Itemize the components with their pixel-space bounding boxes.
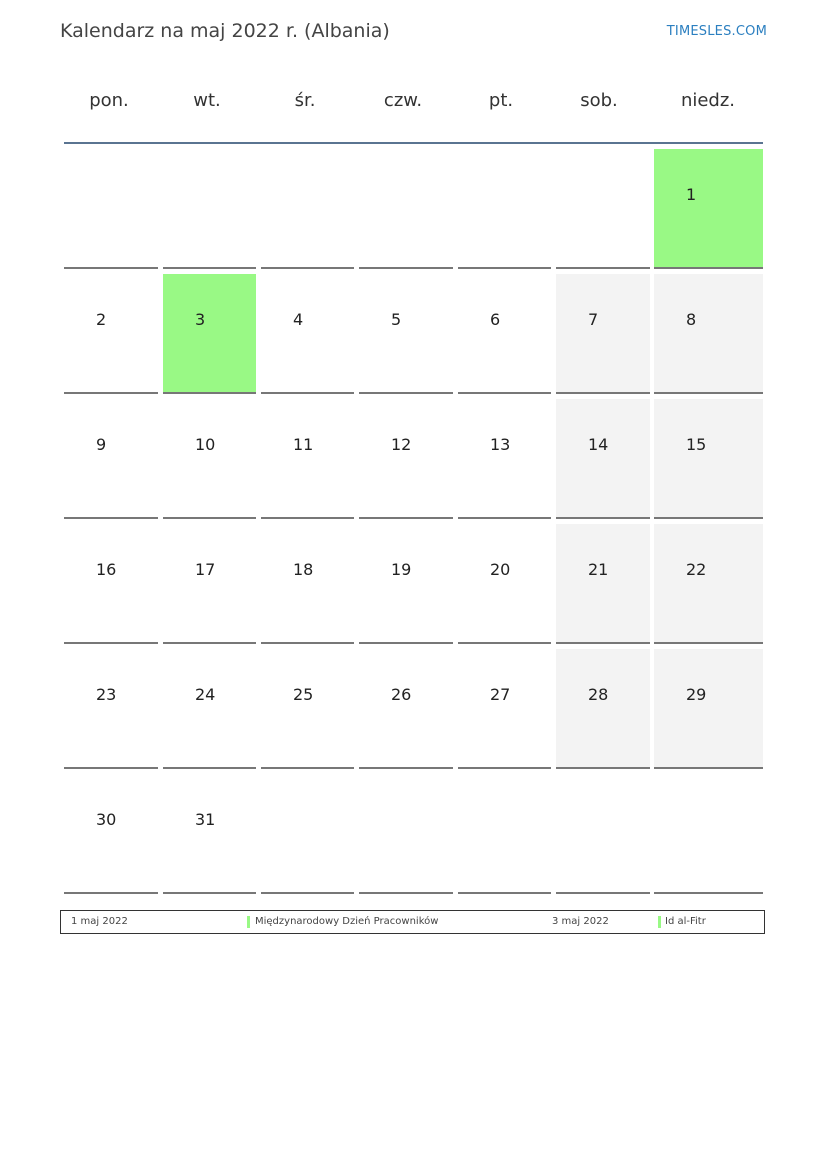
weekday-label: śr. xyxy=(294,90,316,111)
day-number: 31 xyxy=(195,810,216,829)
day-cell xyxy=(163,274,256,394)
day-cell xyxy=(556,399,650,519)
day-number: 16 xyxy=(96,560,117,579)
page-title: Kalendarz na maj 2022 r. (Albania) xyxy=(60,20,390,42)
header-divider xyxy=(64,142,763,144)
day-number: 8 xyxy=(686,310,697,329)
day-number: 19 xyxy=(391,560,412,579)
day-cell xyxy=(654,149,763,269)
empty-day-cell xyxy=(261,774,354,894)
weekday-label: pon. xyxy=(89,90,129,111)
day-number: 28 xyxy=(588,685,609,704)
day-cell xyxy=(64,399,158,519)
day-cell xyxy=(654,524,763,644)
legend-date: 1 maj 2022 xyxy=(71,916,128,927)
day-cell xyxy=(556,649,650,769)
day-cell xyxy=(654,399,763,519)
day-number: 7 xyxy=(588,310,599,329)
day-number: 26 xyxy=(391,685,412,704)
day-number: 15 xyxy=(686,435,707,454)
weekday-label: czw. xyxy=(383,90,423,111)
day-number: 29 xyxy=(686,685,707,704)
day-number: 5 xyxy=(391,310,402,329)
empty-day-cell xyxy=(359,149,453,269)
legend-holiday-name: Id al-Fitr xyxy=(665,916,706,927)
day-cell xyxy=(64,274,158,394)
day-number: 6 xyxy=(490,310,501,329)
day-number: 23 xyxy=(96,685,117,704)
day-number: 4 xyxy=(293,310,304,329)
weekday-label: niedz. xyxy=(680,90,736,111)
brand-link[interactable]: TIMESLES.COM xyxy=(666,24,767,39)
day-cell xyxy=(359,399,453,519)
day-cell xyxy=(458,274,551,394)
weekday-label: pt. xyxy=(488,90,514,111)
day-cell xyxy=(163,399,256,519)
day-number: 27 xyxy=(490,685,511,704)
weekday-header xyxy=(62,90,764,120)
empty-day-cell xyxy=(654,774,763,894)
weekday-label: wt. xyxy=(193,90,221,111)
empty-day-cell xyxy=(64,149,158,269)
day-number: 2 xyxy=(96,310,107,329)
day-cell xyxy=(64,774,158,894)
day-cell xyxy=(359,649,453,769)
day-number: 13 xyxy=(490,435,511,454)
legend-holiday-name: Międzynarodowy Dzień Pracowników xyxy=(255,916,439,927)
day-cell xyxy=(458,399,551,519)
day-number: 10 xyxy=(195,435,216,454)
day-number: 30 xyxy=(96,810,117,829)
legend-date: 3 maj 2022 xyxy=(552,916,609,927)
day-number: 17 xyxy=(195,560,216,579)
day-number: 3 xyxy=(195,310,206,329)
empty-day-cell xyxy=(556,774,650,894)
day-number: 11 xyxy=(293,435,314,454)
day-number: 9 xyxy=(96,435,107,454)
empty-day-cell xyxy=(458,149,551,269)
day-cell xyxy=(359,524,453,644)
day-cell xyxy=(163,649,256,769)
day-number: 25 xyxy=(293,685,314,704)
day-cell xyxy=(556,524,650,644)
day-number: 12 xyxy=(391,435,412,454)
day-cell xyxy=(261,399,354,519)
empty-day-cell xyxy=(163,149,256,269)
day-cell xyxy=(556,274,650,394)
legend-color-swatch xyxy=(658,916,661,928)
day-cell xyxy=(64,524,158,644)
day-cell xyxy=(163,774,256,894)
day-number: 1 xyxy=(686,185,697,204)
day-cell xyxy=(359,274,453,394)
day-cell xyxy=(163,524,256,644)
day-number: 18 xyxy=(293,560,314,579)
day-number: 21 xyxy=(588,560,609,579)
day-cell xyxy=(654,274,763,394)
day-number: 14 xyxy=(588,435,609,454)
day-cell xyxy=(64,649,158,769)
day-number: 22 xyxy=(686,560,707,579)
day-cell xyxy=(261,649,354,769)
day-cell xyxy=(654,649,763,769)
empty-day-cell xyxy=(261,149,354,269)
day-number: 24 xyxy=(195,685,216,704)
weekday-label: sob. xyxy=(580,90,618,111)
holiday-legend xyxy=(60,910,765,934)
day-cell xyxy=(261,524,354,644)
day-cell xyxy=(458,524,551,644)
empty-day-cell xyxy=(359,774,453,894)
empty-day-cell xyxy=(556,149,650,269)
day-cell xyxy=(458,649,551,769)
legend-color-swatch xyxy=(247,916,250,928)
empty-day-cell xyxy=(458,774,551,894)
day-number: 20 xyxy=(490,560,511,579)
day-cell xyxy=(261,274,354,394)
